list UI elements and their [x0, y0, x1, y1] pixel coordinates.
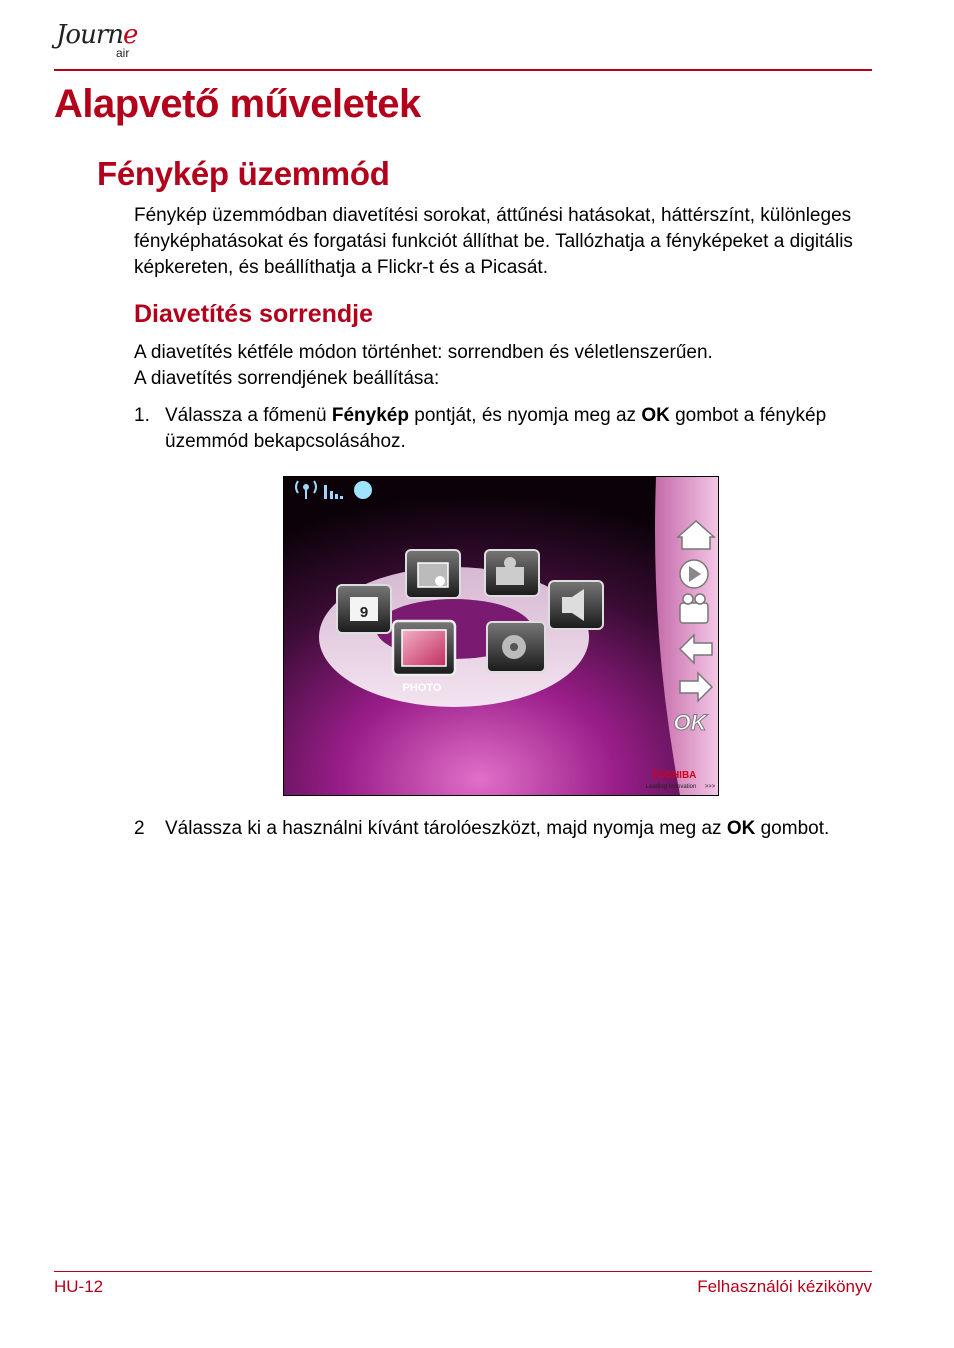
ok-button[interactable]: OK — [673, 710, 707, 735]
toshiba-brand: TOSHIBA — [651, 770, 697, 781]
step-number: 2 — [134, 818, 145, 839]
brand-tagline: Leading Innovation — [645, 784, 697, 790]
section-intro: Fénykép üzemmódban diavetítési sorokat, áttűnési hatásokat, háttérszínt, különleges fényképhatásokat és forgatási funkciót állíthat be. Tallózhatja a fényképeket a digitális képkereten, és beállíthatja a Flickr-t és a Picasát. — [134, 205, 853, 278]
bluetooth-icon — [354, 481, 372, 499]
header-rule — [54, 69, 872, 71]
brand-tagline-mark: >>> — [704, 784, 716, 790]
footer-rule — [54, 1271, 872, 1272]
subsection-heading: Diavetítés sorrendje — [134, 300, 373, 328]
step-text: Válassza a főmenü Fénykép pontját, és nyomja meg az OK gombot a fénykép üzemmód bekapcsolásához. — [165, 405, 827, 452]
play-icon[interactable] — [680, 560, 708, 588]
subsection-text — [134, 340, 874, 392]
video-tile[interactable] — [485, 550, 539, 596]
music-photo-tile[interactable] — [406, 550, 460, 598]
photo-label: PHOTO — [402, 682, 442, 694]
manual-title: Felhasználói kézikönyv — [697, 1277, 872, 1296]
step-text: Válassza ki a használni kívánt tárolóeszközt, majd nyomja meg az OK gombot. — [165, 818, 830, 839]
step-number: 1. — [134, 405, 150, 426]
page-title: Alapvető műveletek — [54, 82, 421, 126]
photo-frame-menu-screenshot — [283, 476, 719, 796]
calendar-tile[interactable] — [337, 585, 391, 633]
audio-tile[interactable] — [549, 581, 603, 629]
subsection-line-1: A diavetítés kétféle módon történhet: sorrendben és véletlenszerűen. — [134, 342, 713, 363]
logo-air: air — [116, 46, 130, 60]
section-heading: Fénykép üzemmód — [97, 155, 390, 192]
page-number: HU-12 — [54, 1277, 104, 1296]
calendar-day: 9 — [359, 604, 369, 621]
settings-tile[interactable] — [487, 622, 545, 672]
logo-script: Journe — [56, 20, 138, 50]
subsection-line-2: A diavetítés sorrendjének beállítása: — [134, 368, 440, 389]
journe-air-logo — [54, 14, 144, 66]
